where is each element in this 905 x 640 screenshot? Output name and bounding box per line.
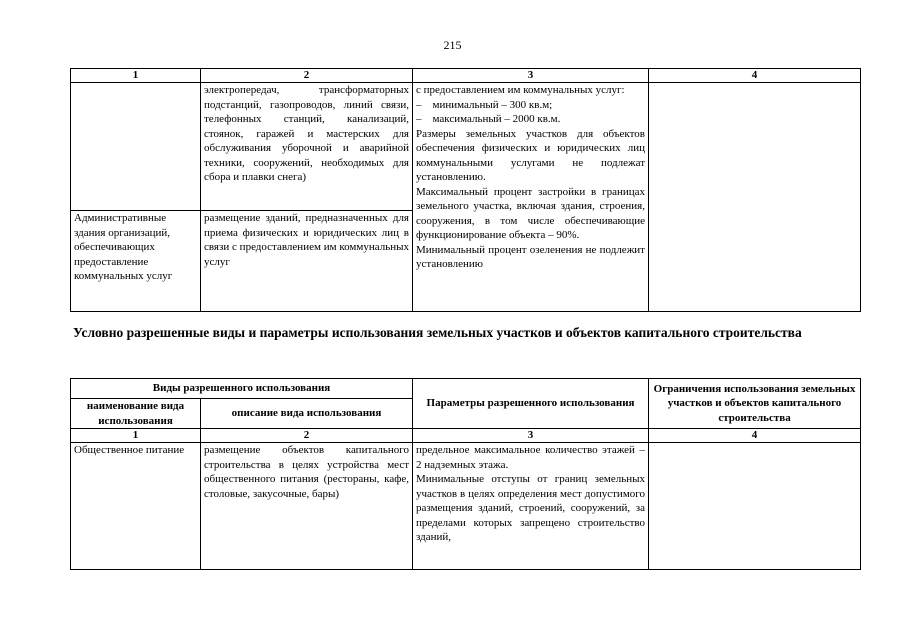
page-number: 215	[443, 38, 462, 52]
restrictions-cell	[649, 443, 861, 570]
use-description-cell: размещение объектов капитального строительства в целях устройства мест общественного питания (рестораны, кафе, столовые, закусочные, бары)	[201, 443, 413, 570]
table-cell	[71, 83, 201, 211]
header-row	[71, 379, 861, 399]
conditional-use-table	[70, 378, 861, 570]
column-number: 1	[71, 429, 201, 443]
use-name-cell: Административные здания организаций, обеспечивающих предоставление коммунальных услуг	[71, 211, 201, 312]
parameters-cell	[413, 443, 649, 570]
parameters-clip	[416, 443, 645, 569]
column-number: 3	[413, 69, 649, 83]
header-restrictions-cell: Ограничения использования земельных участков и объектов капитального строительства	[649, 379, 861, 429]
section-heading: Условно разрешенные виды и параметры использования земельных участков и объектов капитального строительства	[73, 325, 802, 340]
table-cell	[649, 83, 861, 312]
header-group-cell: Виды разрешенного использования	[71, 379, 413, 399]
column-number-row	[71, 429, 861, 443]
bullet: –	[416, 98, 422, 111]
parameters-intro: с предоставлением им коммунальных услуг:	[416, 84, 625, 96]
floors-text: предельное максимальное количество этажей – 2 надземных этажа.	[416, 444, 646, 471]
table-cell: электропередач, трансформаторных подстанций, газопроводов, линий связи, телефонных станций, канализаций, стоянок, гаражей и мастерских для обслуживания уборочной и аварийной техники, сооружений, необходимых для сбора и плавки снега)	[201, 83, 413, 211]
min-area-text: минимальный – 300 кв.м;	[432, 98, 553, 111]
column-number: 3	[413, 429, 649, 443]
table-row	[71, 83, 861, 211]
header-parameters-cell: Параметры разрешенного использования	[413, 379, 649, 429]
header-description-cell: описание вида использования	[201, 399, 413, 429]
use-description-cell: размещение зданий, предназначенных для приема физических и юридических лиц в связи с предоставлением им коммунальных услуг	[201, 211, 413, 312]
list-item	[416, 112, 645, 127]
header-name-cell: наименование вида использования	[71, 399, 201, 429]
list-item	[416, 98, 645, 113]
parameters-cell	[413, 83, 649, 312]
max-area-text: максимальный – 2000 кв.м.	[432, 113, 561, 125]
column-number: 4	[649, 429, 861, 443]
bullet: –	[416, 113, 422, 125]
setbacks-text: Минимальные отступы от границ земельных участков в целях определения мест допустимого размещения зданий, строений, сооружений, за пределами которых запрещено строительство зданий,	[416, 473, 646, 543]
use-name-cell: Общественное питание	[71, 443, 201, 570]
column-number-row	[71, 69, 861, 83]
column-number: 2	[201, 429, 413, 443]
sizes-text: Размеры земельных участков для объектов обеспечения физических и юридических лиц коммунальными услугами не подлежат установлению.	[416, 127, 645, 183]
coverage-text: Максимальный процент застройки в границах земельного участка, включая здания, строения, сооружения, в том числе обеспечивающие функционирование объекта – 90%.	[416, 185, 645, 241]
table-row	[71, 443, 861, 570]
greening-text: Минимальный процент озеленения не подлежит установлению	[416, 243, 645, 270]
zoning-table-continued	[70, 68, 861, 312]
column-number: 4	[649, 69, 861, 83]
column-number: 1	[71, 69, 201, 83]
column-number: 2	[201, 69, 413, 83]
